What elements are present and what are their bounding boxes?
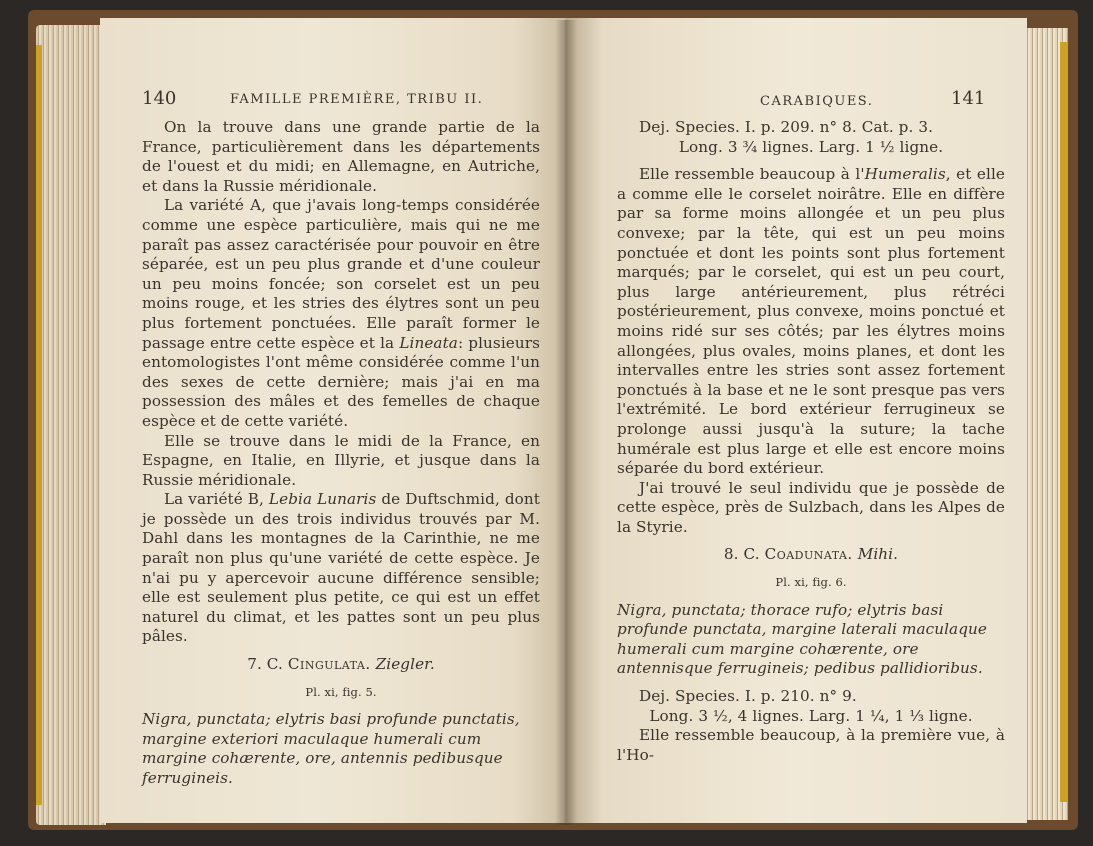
paragraph: Elle se trouve dans le midi de la France, en Espagne, en Italie, en Illyrie, et jusque dans la Russie méridionale. xyxy=(142,431,540,489)
right-page xyxy=(565,18,1027,823)
species-heading: 7. C. Cingulata. Ziegler. xyxy=(247,655,435,674)
reference: Dej. Species. I. p. 210. n° 9. xyxy=(639,687,857,706)
reference: Dej. Species. I. p. 209. n° 8. Cat. p. 3. xyxy=(639,118,934,136)
left-page xyxy=(100,18,570,823)
book-gutter xyxy=(555,20,577,825)
left-page-edges xyxy=(36,25,106,825)
paragraph: Elle ressemble beaucoup, à la première vue, à l'Ho- xyxy=(617,726,1005,764)
latin-diagnosis: Nigra, punctata; thorace rufo; elytris basi profunde punctata, margine laterali maculaque humerali cum margine cohærente, ore antennisque ferrugineis; pedibus pallidioribus. xyxy=(617,600,988,678)
latin-diagnosis: Nigra, punctata; elytris basi profunde punctatis, margine exteriori maculaque humerali cum margine cohærente, ore, antennis pedibusque ferrugineis. xyxy=(142,710,520,787)
running-head: FAMILLE PREMIÈRE, TRIBU II. xyxy=(230,92,484,107)
paragraph: La variété A, que j'avais long-temps considérée comme une espèce particulière, mais qui ne me paraît pas assez caractérisée pour pouvoir en être séparée, est un peu plus grande et d'une couleur un peu moins foncée; son corselet est un peu moins rouge, et les stries des élytres sont un peu plus fortement ponctuées. Elle paraît former le passage entre cette espèce et la Lineata: plusieurs entomologistes l'ont même considérée comme l'un des sexes de cette dernière; mais j'ai en ma possession des mâles et des femelles de chaque espèce et de cette variété. xyxy=(142,196,541,430)
right-body xyxy=(617,118,1005,765)
measurements: Long. 3 ½, 4 lignes. Larg. 1 ¼, 1 ⅓ ligne. xyxy=(649,706,973,725)
page-number: 141 xyxy=(951,88,986,109)
paragraph: On la trouve dans une grande partie de la France, particulièrement dans les départements de l'ouest et du midi; en Allemagne, en Autriche, et dans la Russie méridionale. xyxy=(142,118,540,195)
plate-reference: Pl. xi, fig. 5. xyxy=(305,684,377,699)
paragraph: La variété B, Lebia Lunaris de Duftschmid, dont je possède un des trois individus trouvés par M. Dahl dans les montagnes de la Carinthie, ne me paraît non plus qu'une variété de cette espèce. Je n'ai pu y apercevoir aucune différence sensible; elle est seulement plus petite, ce qui est un effet naturel du climat, et les pattes sont un peu plus pâles. xyxy=(142,490,540,646)
paragraph: J'ai trouvé le seul individu que je possède de cette espèce, près de Sulzbach, dans les Alpes de la Styrie. xyxy=(617,478,1005,536)
species-heading: 8. C. Coadunata. Mihi. xyxy=(723,545,899,564)
page-number: 140 xyxy=(142,88,177,109)
paragraph: Elle ressemble beaucoup à l'Humeralis, et elle a comme elle le corselet noirâtre. Elle en diffère par sa forme moins allongée et un peu plus convexe; par la tête, qui est un peu moins ponctuée et dont les points sont plus fortement marqués; par le corselet, qui est un peu court, plus large antérieurement, plus rétréci postérieurement, plus convexe, moins ponctué et moins ridé sur ses côtés; par les élytres moins allongées, plus ovales, moins planes, et dont les intervalles entre les stries sont assez fortement ponctués à la base et ne le sont presque pas vers l'extrémité. Le bord extérieur ferrugineux se prolonge aussi jusqu'à la suture; la tache humérale est plus large et elle est encore moins séparée du bord extérieur. xyxy=(617,165,1005,478)
running-head: CARABIQUES. xyxy=(760,94,874,109)
plate-reference: Pl. xi, fig. 6. xyxy=(775,575,847,590)
measurements: Long. 3 ¾ lignes. Larg. 1 ½ ligne. xyxy=(678,137,944,156)
left-body xyxy=(142,118,540,789)
